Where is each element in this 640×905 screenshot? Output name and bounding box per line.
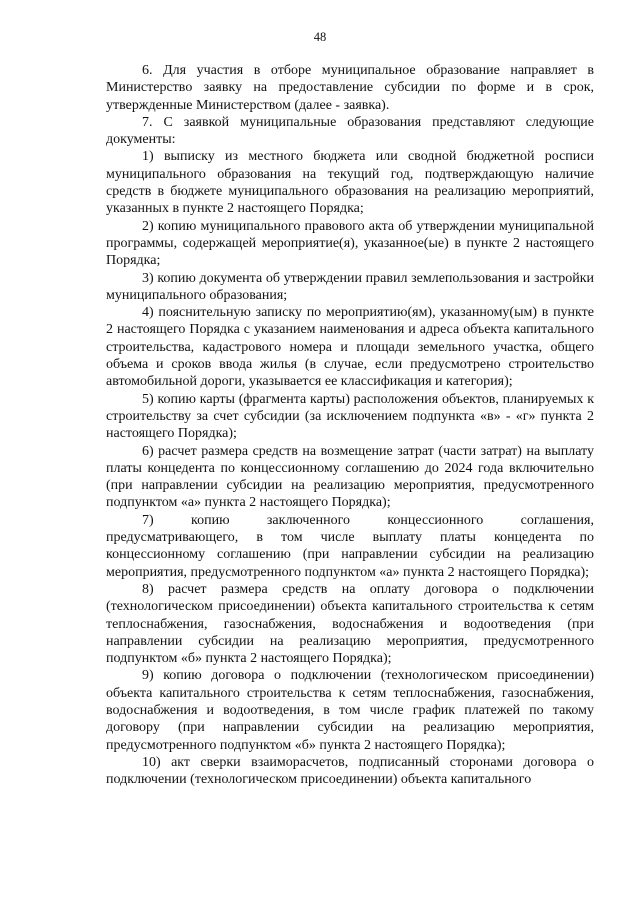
- list-item-8: 8) расчет размера средств на оплату договора о подключении (технологическом присоединении) объекта капитального строительства к сетям теплоснабжения, газоснабжения, водоснабжения и водоотведения (при направлении субсидии на реализацию мероприятия, предусмотренного подпунктом «б» пункта 2 настоящего Порядка);: [106, 581, 594, 667]
- list-item-1: 1) выписку из местного бюджета или сводной бюджетной росписи муниципального образования на текущий год, подтверждающую наличие средств в бюджете муниципального образования на реализацию мероприятий, указанных в пункте 2 настоящего Порядка;: [106, 149, 594, 217]
- paragraph-7: 7. С заявкой муниципальные образования представляют следующие документы:: [106, 114, 594, 148]
- list-item-3: 3) копию документа об утверждении правил землепользования и застройки муниципального образования;: [106, 270, 594, 303]
- list-item-5: 5) копию карты (фрагмента карты) расположения объектов, планируемых к строительству за счет субсидии (за исключением подпункта «в» - «г» пункта 2 настоящего Порядка);: [106, 391, 594, 442]
- list-item-2: 2) копию муниципального правового акта об утверждении муниципальной программы, содержащей мероприятие(я), указанное(ые) в пункте 2 настоящего Порядка;: [106, 218, 594, 269]
- document-body: [106, 62, 594, 788]
- paragraph-6: 6. Для участия в отборе муниципальное образование направляет в Министерство заявку на предоставление субсидии по форме и в срок, утвержденные Министерством (далее - заявка).: [106, 63, 594, 113]
- list-item-9: 9) копию договора о подключении (технологическом присоединении) объекта капитального строительства к сетям теплоснабжения, газоснабжения, водоснабжения и водоотведения, в том числе график платежей по такому договору (при направлении субсидии на реализацию мероприятия, предусмотренного подпунктом «б» пункта 2 настоящего Порядка);: [106, 668, 594, 753]
- list-item-7: 7) копию заключенного концессионного соглашения, предусматривающего, в том числе выплату платы концедента по концессионному соглашению (при направлении субсидии на реализацию мероприятия, предусмотренного подпунктом «а» пункта 2 настоящего Порядка);: [106, 512, 594, 580]
- list-item-10: 10) акт сверки взаиморасчетов, подписанный сторонами договора о подключении (технологическом присоединении) объекта капитального: [106, 754, 594, 788]
- list-item-6: 6) расчет размера средств на возмещение затрат (части затрат) на выплату платы концедента по концессионному соглашению до 2024 года включительно (при направлении субсидии на реализацию мероприятия, предусмотренного подпунктом «а» пункта 2 настоящего Порядка);: [106, 443, 594, 511]
- list-item-4: 4) пояснительную записку по мероприятию(ям), указанному(ым) в пункте 2 настоящего Порядка с указанием наименования и адреса объекта капитального строительства, кадастрового номера и площади земельного участка, общего объема и сроков ввода жилья (в случае, если предусмотрено строительство автомобильной дороги, указывается ее классификация и категория);: [106, 305, 594, 390]
- page-number: 48: [313, 30, 327, 44]
